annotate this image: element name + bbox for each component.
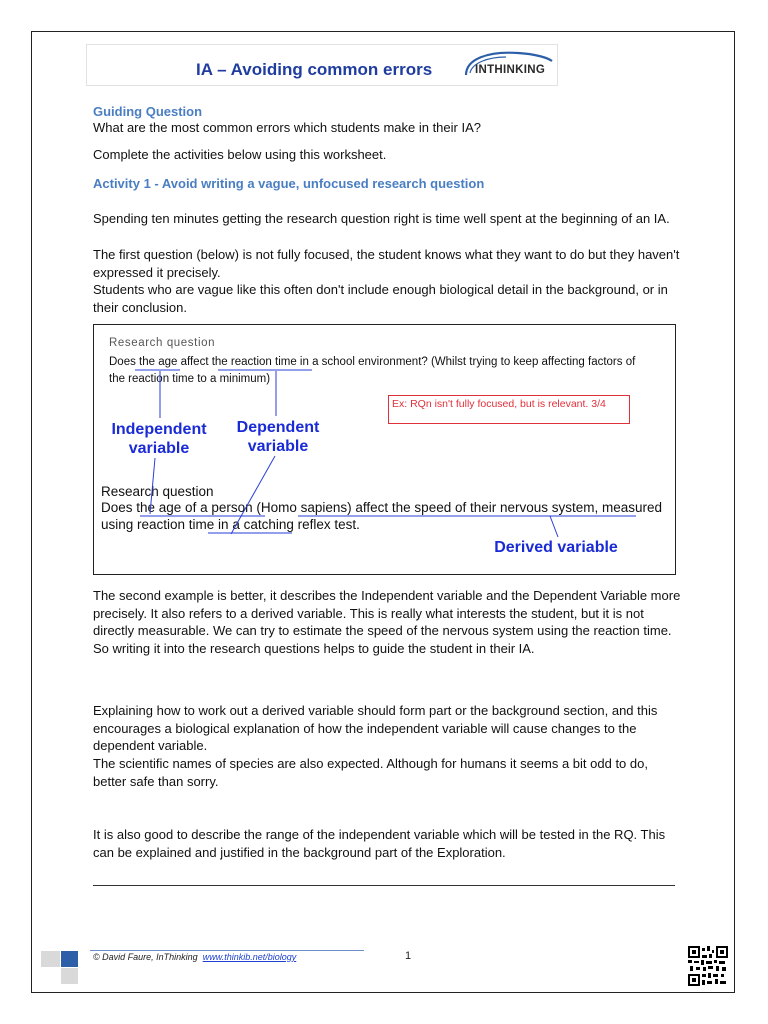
instruction-text: Complete the activities below using this worksheet.: [93, 147, 387, 162]
rq2-label: Research question: [101, 484, 214, 499]
activity-1-para-3: Students who are vague like this often don't include enough biological detail in the background, or in their conclusion.: [93, 282, 668, 315]
bottom-rule: [93, 885, 675, 886]
page-title: IA – Avoiding common errors: [196, 60, 433, 79]
body-paragraph-4: It is also good to describe the range of the independent variable which will be tested in the RQ. This can be explained and justified in the background part of the Exploration.: [93, 827, 666, 860]
guiding-question-text: What are the most common errors which students make in their IA?: [93, 120, 481, 135]
qr-code-icon[interactable]: [688, 946, 728, 986]
derived-variable-label: Derived variable: [494, 539, 618, 556]
independent-variable-label: Independent variable: [111, 421, 207, 457]
page-number: 1: [405, 950, 412, 962]
logo-text: INTHINKING: [475, 64, 546, 76]
guiding-question-heading: Guiding Question: [93, 104, 203, 119]
dependent-variable-label: Dependent variable: [236, 419, 320, 455]
footer-line: [90, 950, 364, 951]
rq1-label: Research question: [109, 337, 216, 349]
body-paragraph-3b: The scientific names of species are also expected. Although for humans it seems a bit odd to do, better safe than sorry.: [93, 756, 648, 789]
activity-1-para-1: Spending ten minutes getting the research question right is time well spent at the beginning of an IA.: [93, 211, 670, 226]
footer-link[interactable]: www.thinkib.net/biology: [202, 952, 297, 962]
activity-1-heading: Activity 1 - Avoid writing a vague, unfocused research question: [93, 176, 485, 191]
rq2-text: Does the age of a person (Homo sapiens) affect the speed of their nervous system, measured using reaction time in a catching reflex test.: [101, 500, 663, 532]
footer-copyright: © David Faure, InThinking: [93, 952, 198, 962]
examiner-note: Ex: RQn isn't fully focused, but is relevant. 3/4: [388, 395, 630, 424]
activity-1-para-2: The first question (below) is not fully focused, the student knows what they want to do but they haven't expressed it precisely.: [93, 247, 680, 280]
body-paragraph-3a: Explaining how to work out a derived variable should form part or the background section, and this encourages a biological explanation of how the independent variable will cause changes to the dependent variable.: [93, 703, 658, 754]
rq1-text: Does the age affect the reaction time in a school environment? (Whilst trying to keep affecting factors of the reaction time to a minimum): [109, 356, 636, 385]
footer-credit: [93, 952, 296, 962]
body-paragraph-2: The second example is better, it describes the Independent variable and the Dependent Variable more precisely. It also refers to a derived variable. This is really what interests the student, but it is not directly measurable. We can try to estimate the speed of the nervous system using the reaction time. So writing it into the research questions helps to guide the student in their IA.: [93, 588, 681, 656]
